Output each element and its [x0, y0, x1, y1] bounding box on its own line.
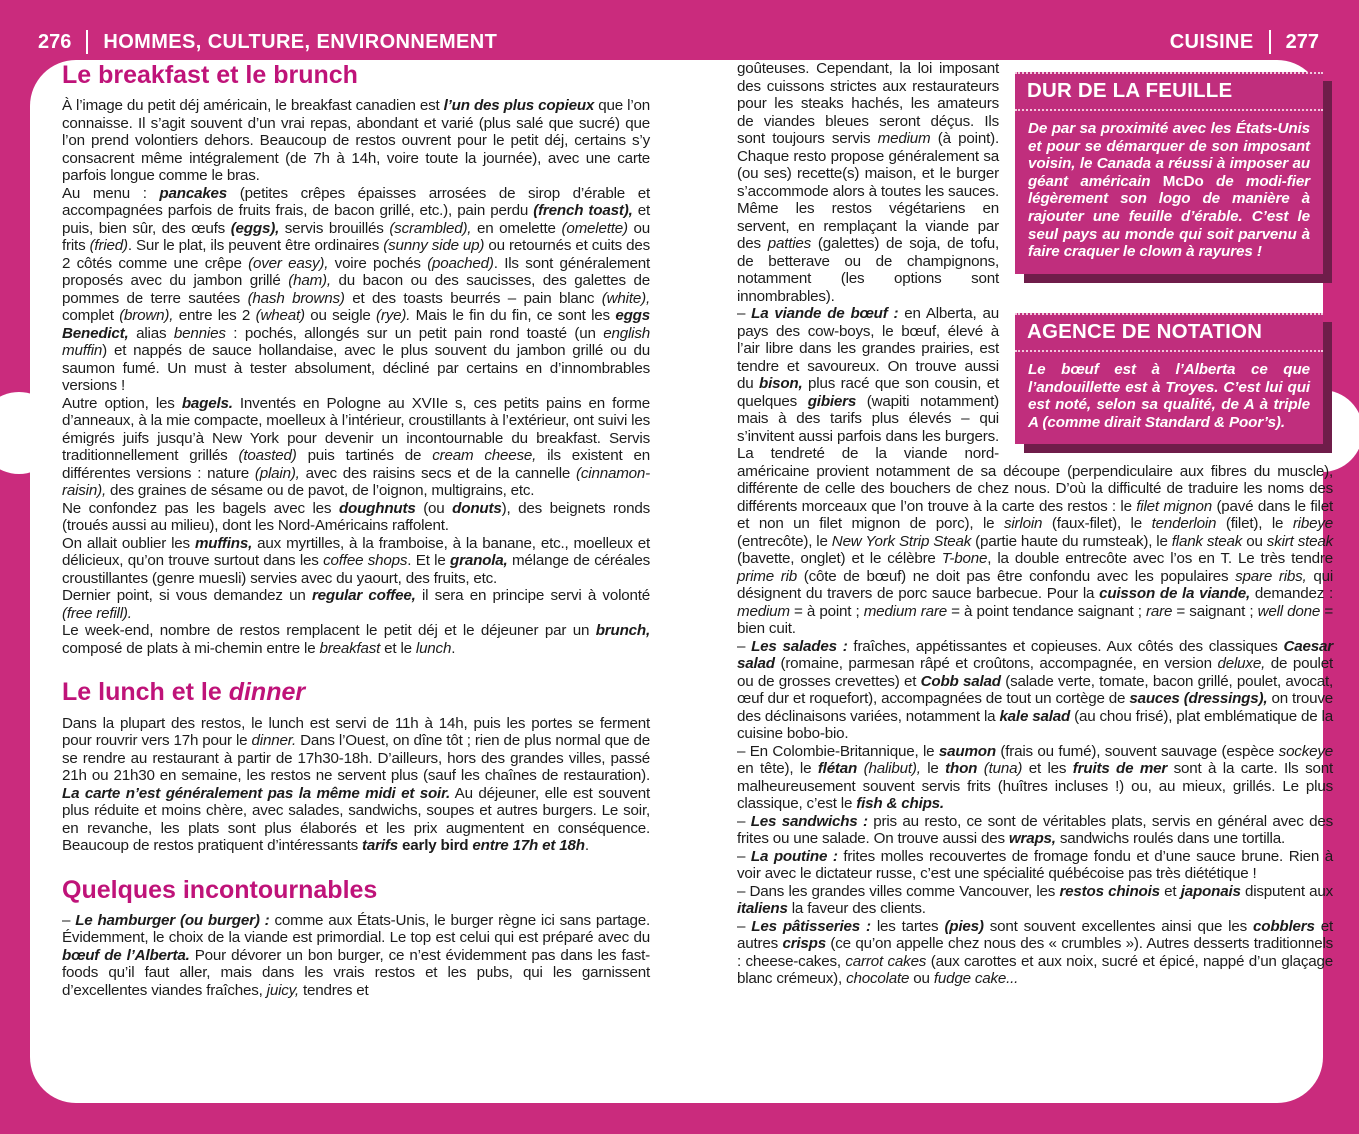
infobox-dur-de-la-feuille [1015, 72, 1323, 274]
page-header-band [0, 0, 1359, 60]
section-heading-incontournables: Quelques incontournables [62, 875, 378, 904]
infobox-title: DUR DE LA FEUILLE [1015, 72, 1323, 111]
section-heading-breakfast: Le breakfast et le brunch [62, 61, 358, 89]
header-right [1170, 30, 1319, 54]
left-page-number: 276 [38, 30, 72, 53]
paragraph: Dernier point, si vous demandez un regular coffee, il sera en principe servi à volonté (free refill). [62, 587, 650, 622]
paragraph: Ne confondez pas les bagels avec les doughnuts (ou donuts), des beignets ronds (troués aussi au milieu), dont les Nord-Américains raffolent. [62, 499, 651, 535]
paragraph: goûteuses. Cependant, la loi imposant des cuissons strictes aux restaurateurs pour les steaks hachés, les amateurs de viandes bleues seront déçus. Ils sont toujours servis medium (à point). Chaque resto propose généralement sa (ou ses) recette(s) maison, et le burger s’accommode alors à toutes les sauces. Même les restos végétariens en servent, en remplaçant la viande par des patties (galettes) de soja, de tofu, de betterave ou de champignons, notamment (les options sont innombrables). [737, 60, 999, 305]
paragraph: – Les salades : fraîches, appétissantes et copieuses. Aux côtés des classiques Caesar salad (romaine, parmesan râpé et croûtons, accompagnée, en version deluxe, de poulet ou de grosses crevettes) et Cobb salad (salade verte, tomate, bacon grillé, poulet, avocat, œuf dur et roquefort), accompagnées de tout un cortège de sauces (dressings), on trouve des déclinaisons variées, notamment la kale salad (au chou frisé), plat emblématique de la cuisine bobo-bio. [737, 637, 1334, 742]
infobox-title: AGENCE DE NOTATION [1015, 313, 1323, 352]
header-divider [1269, 30, 1271, 54]
paragraph: – La viande de bœuf : en Alberta, au pays des cow-boys, le bœuf, élevé à l’air libre dans les grandes prairies, est tendre et savoureux. On trouve aussi du bison, plus racé que son cousin, et quelques gibiers (wapiti notamment) mais à des tarifs plus élevés – qui s’invitent aussi parfois dans les burgers. La tendreté de la viande nord-américaine provient notamment de sa découpe (perpendiculaire aux fibres du muscle), différente de celle des bouchers de chez nous. D’où la difficulté de traduire les noms des différents morceaux que l’on trouve à la carte des restos : le filet mignon (pavé dans le filet et non un filet mignon de porc), le sirloin (faux-filet), le tenderloin (filet), le ribeye (entrecôte), le New York Strip Steak (partie haute du rumsteak), le flank steak ou skirt steak (bavette, onglet) et le célèbre T-bone, la double entrecôte avec l’os en T. Le très tendre prime rib (côte de bœuf) ne doit pas être confondu avec les populaires spare ribs, qui désignent du travers de porc sauce barbecue. Pour la cuisson de la viande, demandez : medium = à point ; medium rare = à point tendance saignant ; rare = saignant ; well done = bien cuit. [737, 305, 1334, 637]
infobox-body: Le bœuf est à l’Alberta ce que l’andouillette est à Troyes. C’est lui qui est noté, selon sa qualité, de A à triple A (comme dirait Standard & Poor’s). [1028, 361, 1310, 431]
paragraph: Autre option, les bagels. Inventés en Pologne au XVIIe s, ces petits pains en forme d’anneaux, à la mie compacte, moelleux à l’intérieur, croustillants à l’extérieur, ont suivi les émigrés juifs jusqu’à New York pour devenir un incontournable du breakfast. Servis traditionnellement grillés (toasted) puis tartinés de cream cheese, ils existent en différentes versions : nature (plain), avec des raisins secs et de la cannelle (cinnamon-raisin), des graines de sésame ou de pavot, de l’oignon, multigrains, etc. [62, 394, 651, 500]
header-divider [86, 30, 88, 54]
right-page-number: 277 [1285, 30, 1319, 53]
paragraph: – Le hamburger (ou burger) : comme aux États-Unis, le burger règne ici sans partage. Évidemment, le choix de la viande est primordial. Le top est celui qui est préparé avec du bœuf de l’Alberta. Pour dévorer un bon burger, ce n’est évidemment pas dans les fast-foods qu’il faut aller, mais dans les vrais restos et les pubs, qui les garnissent d’excellentes viandes fraîches, juicy, tendres et [62, 911, 650, 999]
paragraph: On allait oublier les muffins, aux myrtilles, à la framboise, à la banane, etc., moelleux et délicieux, qu’on trouve surtout dans les coffee shops. Et le granola, mélange de céréales croustillantes (genre muesli) servies avec du yaourt, des fruits, etc. [62, 534, 651, 587]
header-left [38, 30, 497, 54]
right-running-title: CUISINE [1169, 30, 1254, 53]
left-running-title: HOMMES, CULTURE, ENVIRONNEMENT [103, 30, 498, 53]
paragraph: – Les pâtisseries : les tartes (pies) sont souvent excellentes ainsi que les cobblers et autres crisps (ce qu’on appelle chez nous des « crumbles »). Autres desserts traditionnels : cheese-cakes, carrot cakes (aux carottes et aux noix, sucré et épicé, nappé d’un glaçage blanc crémeux), chocolate ou fudge cake... [737, 917, 1334, 987]
right-page-column [737, 60, 1333, 988]
paragraph: Le week-end, nombre de restos remplacent le petit déj et le déjeuner par un brunch, composé de plats à mi-chemin entre le breakfast et le lunch. [62, 622, 650, 657]
paragraph: – La poutine : frites molles recouvertes de fromage fondu et d’une sauce brune. Rien à voir avec le dictateur russe, c’est une spécialité québécoise pas très diététique ! [737, 847, 1333, 882]
paragraph: À l’image du petit déj américain, le breakfast canadien est l’un des plus copieux que l’on connaisse. Il s’agit souvent d’un vrai repas, abondant et varié (plus salé que sucré) que l’on prend volontiers dehors. Beaucoup de restos ouvrent pour le petit déj, certains s’y consacrent même intégralement (de 7h à 14h, voire toute la journée), avec une carte parfois longue comme le bras. [62, 97, 651, 185]
left-page-column [62, 62, 650, 999]
paragraph: – En Colombie-Britannique, le saumon (frais ou fumé), souvent sauvage (espèce sockeye en tête), le flétan (halibut), le thon (tuna) et les fruits de mer sont à la carte. Ils sont malheureusement souvent servis frits (huîtres incluses !) ou, au mieux, grillés. Le plus classique, c’est le fish & chips. [737, 742, 1333, 812]
paragraph: – Les sandwichs : pris au resto, ce sont de véritables plats, servis en général avec des frites ou une salade. On trouve aussi des wraps, sandwichs roulés dans une tortilla. [737, 812, 1333, 847]
paragraph: – Dans les grandes villes comme Vancouver, les restos chinois et japonais disputent aux italiens la faveur des clients. [737, 882, 1333, 917]
paragraph: Au menu : pancakes (petites crêpes épaisses arrosées de sirop d’érable et accompagnées parfois de fruits frais, de bacon grillé, etc.), pain perdu (french toast), et puis, bien sûr, des œufs (eggs), servis brouillés (scrambled), en omelette (omelette) ou frits (fried). Sur le plat, ils peuvent être ordinaires (sunny side up) ou retournés et cuits des 2 côtés comme une crêpe (over easy), voire pochés (poached). Ils sont généralement proposés avec du jambon grillé (ham), du bacon ou des saucisses, des galettes de pommes de terre sautées (hash browns) et des toasts beurrés – pain blanc (white), complet (brown), entre les 2 (wheat) ou seigle (rye). Mais le fin du fin, ce sont les eggs Benedict, alias bennies : pochés, allongés sur un petit pain rond toasté (un english muffin) et nappés de sauce hollandaise, avec le plus souvent du jambon grillé ou du saumon fumé. Un must à tester absolument, décliné par certains en d’innombrables versions ! [62, 184, 651, 395]
paragraph: Dans la plupart des restos, le lunch est servi de 11h à 14h, puis les portes se ferment pour rouvrir vers 17h pour le dinner. Dans l’Ouest, on dîne tôt ; rien de plus normal que de se rendre au restaurant à partir de 17h30-18h. D’ailleurs, hors des grandes villes, passé 21h ou 21h30 en semaine, les restos ne servent plus (sauf les chaînes de restauration). La carte n’est généralement pas la même midi et soir. Au déjeuner, elle est souvent plus réduite et moins chère, avec salades, sandwichs, soupes et autres burgers. Le soir, en revanche, les plats sont plus élaborés et les prix augmentent en conséquence. Beaucoup de restos pratiquent d’intéressants tarifs early bird entre 17h et 18h. [62, 714, 650, 854]
infobox-agence-de-notation [1015, 313, 1323, 444]
section-heading-lunch-dinner: Le lunch et le dinner [62, 678, 306, 707]
infobox-body: De par sa proximité avec les États-Unis et pour se démarquer de son imposant voisin, le Canada a réussi à imposer au géant américain McDo de modi-fier légèrement son logo de manière à rajouter une feuille d’érable. C’est le seul pays au monde qui soit parvenu à faire craquer le clown à rayures ! [1028, 120, 1310, 261]
